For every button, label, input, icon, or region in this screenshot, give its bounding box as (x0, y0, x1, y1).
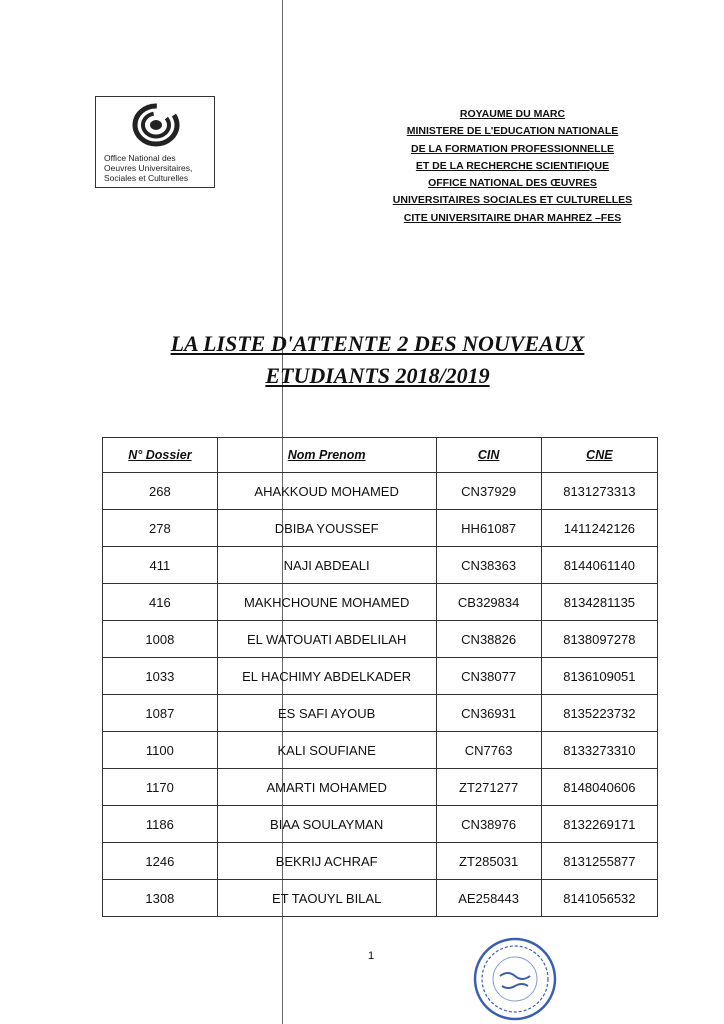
cell-cne: 8136109051 (541, 658, 657, 695)
cell-nom-prenom: MAKHCHOUNE MOHAMED (217, 584, 436, 621)
cell-cne: 8132269171 (541, 806, 657, 843)
document-title (100, 328, 655, 392)
header-cin: CIN (436, 438, 541, 473)
cell-dossier: 1170 (103, 769, 218, 806)
page-number: 1 (368, 950, 375, 962)
header-line: CITE UNIVERSITAIRE DHAR MAHREZ –FES (403, 211, 622, 224)
cell-cne: 8133273310 (541, 732, 657, 769)
cell-dossier: 1033 (103, 658, 218, 695)
cell-cin: HH61087 (436, 510, 541, 547)
cell-nom-prenom: AHAKKOUD MOHAMED (217, 473, 436, 510)
cell-dossier: 1246 (103, 843, 218, 880)
header-line: ET DE LA RECHERCHE SCIENTIFIQUE (415, 159, 610, 172)
cell-nom-prenom: ES SAFI AYOUB (217, 695, 436, 732)
cell-cne: 8138097278 (541, 621, 657, 658)
title-line-1: LA LISTE D'ATTENTE 2 DES NOUVEAUX (170, 331, 585, 356)
cell-nom-prenom: EL WATOUATI ABDELILAH (217, 621, 436, 658)
logo-text-line: Sociales et Culturelles (104, 173, 189, 183)
cell-dossier: 1008 (103, 621, 218, 658)
logo-text-line: Office National des (104, 153, 176, 163)
table-row (103, 695, 658, 732)
logo-text-line: Oeuvres Universitaires, (104, 163, 193, 173)
cell-cin: CN7763 (436, 732, 541, 769)
onousc-swirl-logo-icon (132, 103, 180, 147)
cell-cne: 8144061140 (541, 547, 657, 584)
table-row (103, 806, 658, 843)
cell-cin: ZT285031 (436, 843, 541, 880)
header-line: DE LA FORMATION PROFESSIONNELLE (410, 142, 614, 155)
table-row (103, 732, 658, 769)
header-nom-prenom: Nom Prenom (217, 438, 436, 473)
cell-cin: CN38826 (436, 621, 541, 658)
table-header-row (103, 438, 658, 473)
cell-dossier: 1100 (103, 732, 218, 769)
table-row (103, 880, 658, 917)
cell-nom-prenom: BIAA SOULAYMAN (217, 806, 436, 843)
table-body (103, 473, 658, 917)
cell-nom-prenom: EL HACHIMY ABDELKADER (217, 658, 436, 695)
cell-nom-prenom: ET TAOUYL BILAL (217, 880, 436, 917)
cell-cin: CN37929 (436, 473, 541, 510)
table-row (103, 473, 658, 510)
cell-dossier: 268 (103, 473, 218, 510)
header-line: ROYAUME DU MARC (459, 108, 566, 120)
cell-nom-prenom: NAJI ABDEALI (217, 547, 436, 584)
cell-dossier: 416 (103, 584, 218, 621)
cell-dossier: 1186 (103, 806, 218, 843)
cell-cin: CN38976 (436, 806, 541, 843)
cell-cne: 8131255877 (541, 843, 657, 880)
cell-dossier: 1087 (103, 695, 218, 732)
waiting-list-table (102, 437, 658, 917)
cell-dossier: 278 (103, 510, 218, 547)
table-row (103, 510, 658, 547)
title-line-2: ETUDIANTS 2018/2019 (265, 363, 490, 388)
cell-cne: 1411242126 (541, 510, 657, 547)
header-line: UNIVERSITAIRES SOCIALES ET CULTURELLES (392, 194, 633, 207)
table-row (103, 658, 658, 695)
institution-header (370, 106, 655, 227)
cell-cin: CB329834 (436, 584, 541, 621)
cell-cne: 8134281135 (541, 584, 657, 621)
cell-cin: CN38363 (436, 547, 541, 584)
cell-cne: 8131273313 (541, 473, 657, 510)
cell-dossier: 1308 (103, 880, 218, 917)
cell-nom-prenom: DBIBA YOUSSEF (217, 510, 436, 547)
onousc-logo-box (95, 96, 215, 188)
table-row (103, 584, 658, 621)
cell-cne: 8148040606 (541, 769, 657, 806)
logo-text (104, 153, 214, 183)
cell-cne: 8141056532 (541, 880, 657, 917)
cell-cne: 8135223732 (541, 695, 657, 732)
table-row (103, 843, 658, 880)
cell-dossier: 411 (103, 547, 218, 584)
header-line: OFFICE NATIONAL DES ŒUVRES (428, 177, 597, 190)
cell-nom-prenom: BEKRIJ ACHRAF (217, 843, 436, 880)
cell-nom-prenom: KALI SOUFIANE (217, 732, 436, 769)
cell-nom-prenom: AMARTI MOHAMED (217, 769, 436, 806)
cell-cin: AE258443 (436, 880, 541, 917)
cell-cin: CN36931 (436, 695, 541, 732)
header-cne: CNE (541, 438, 657, 473)
table-row (103, 769, 658, 806)
table-row (103, 621, 658, 658)
table-row (103, 547, 658, 584)
header-line: MINISTERE DE L'EDUCATION NATIONALE (406, 125, 619, 138)
cell-cin: ZT271277 (436, 769, 541, 806)
header-dossier: N° Dossier (103, 438, 218, 473)
cell-cin: CN38077 (436, 658, 541, 695)
blue-round-stamp-icon (470, 934, 560, 1024)
